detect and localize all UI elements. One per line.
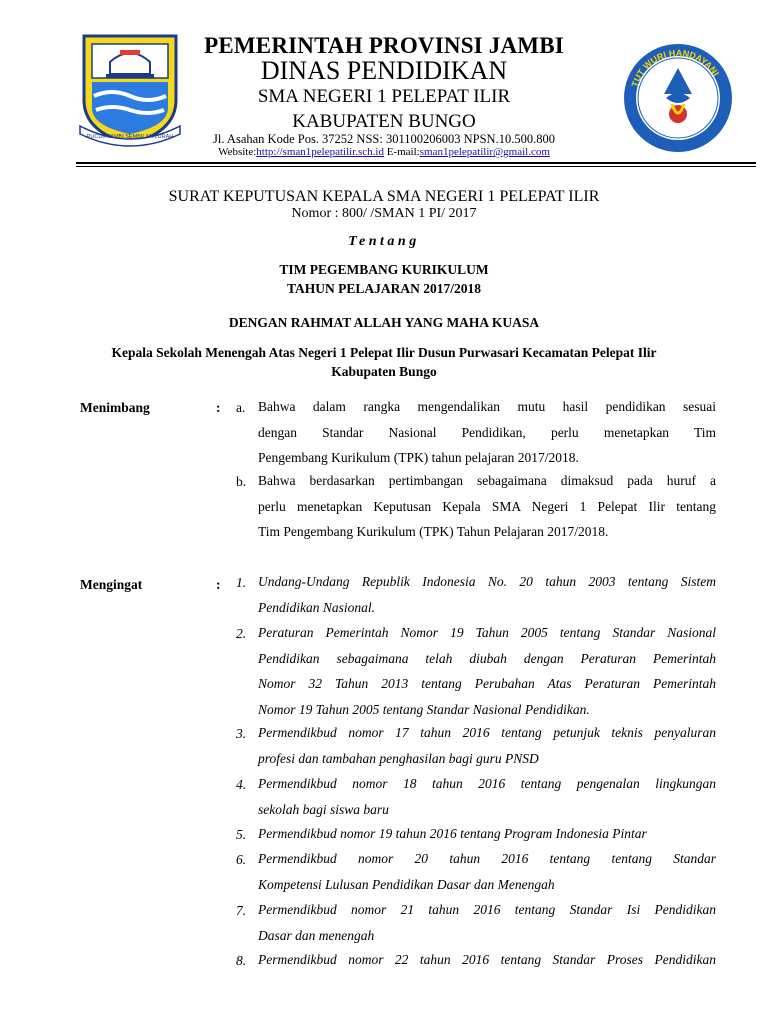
text-line: Pengembang Kurikulum (TPK) tahun pelajaran 2017/2018.: [258, 450, 579, 465]
emblem-motto: PUCUK JAMBI SEMBILAN LURAH: [86, 134, 174, 140]
decree-subject-year: TAHUN PELAJARAN 2017/2018: [286, 281, 481, 296]
text-line: Permendikbud nomor 19 tahun 2016 tentang Program Indonesia Pintar: [258, 826, 647, 841]
text-line: Kompetensi Lulusan Pendidikan Dasar dan Menengah: [258, 876, 555, 892]
mengingat-item-3-mark: 3.: [236, 726, 247, 741]
mengingat-item-6: [258, 846, 716, 897]
text-line: Nomor 19 Tahun 2005 tentang Standar Nasional Pendidikan.: [258, 701, 590, 717]
text-line: dengan Standar Nasional Pendidikan, perlu menetapkan Tim: [258, 424, 716, 440]
decree-title: SURAT KEPUTUSAN KEPALA SMA NEGERI 1 PELEPAT ILIR: [168, 188, 600, 205]
text-line: Permendikbud nomor 21 tahun 2016 tentang Standar Isi Pendidikan: [258, 902, 716, 917]
mengingat-item-8-mark: 8.: [236, 953, 247, 968]
menimbang-colon: :: [216, 400, 221, 415]
menimbang-item-b: [258, 468, 716, 545]
menimbang-item-a: [258, 394, 716, 471]
mengingat-item-8: [258, 947, 716, 973]
mengingat-item-7: [258, 897, 716, 948]
text-line: Permendikbud nomor 18 tahun 2016 tentang pengenalan lingkungan: [258, 776, 716, 791]
letterhead-rule-thin: [76, 166, 756, 167]
text-line: Permendikbud nomor 20 tahun 2016 tentang tentang Standar: [258, 851, 716, 866]
text-line: Bahwa berdasarkan pertimbangan sebagaimana dimaksud pada huruf a: [258, 473, 716, 488]
mengingat-item-4: [258, 771, 716, 822]
letterhead-department: DINAS PENDIDIKAN: [260, 56, 508, 85]
mengingat-item-1: [258, 569, 716, 620]
letterhead-regency: KABUPATEN BUNGO: [292, 111, 476, 132]
text-line: perlu menetapkan Keputusan Kepala SMA Negeri 1 Pelepat Ilir tentang: [258, 498, 716, 514]
mengingat-item-2: [258, 620, 716, 722]
menimbang-item-a-mark: a.: [236, 400, 246, 415]
mengingat-item-1-mark: 1.: [236, 575, 247, 590]
decree-number: Nomor : 800/ /SMAN 1 PI/ 2017: [291, 206, 477, 221]
text-line: Peraturan Pemerintah Nomor 19 Tahun 2005 tentang Standar Nasional: [258, 625, 716, 640]
mengingat-item-6-mark: 6.: [236, 852, 247, 867]
mengingat-item-3: [258, 720, 716, 771]
mengingat-item-7-mark: 7.: [236, 903, 247, 918]
mengingat-label: Mengingat: [80, 577, 143, 592]
decree-subject: TIM PEGEMBANG KURIKULUM: [279, 262, 489, 277]
letterhead-government: PEMERINTAH PROVINSI JAMBI: [204, 33, 564, 58]
text-line: sekolah bagi siswa baru: [258, 801, 389, 817]
mengingat-item-5-mark: 5.: [236, 827, 247, 842]
text-line: Permendikbud nomor 17 tahun 2016 tentang petunjuk teknis penyaluran: [258, 725, 716, 740]
text-line: Tim Pengembang Kurikulum (TPK) Tahun Pelajaran 2017/2018.: [258, 524, 609, 539]
decree-issuer-regency: Kabupaten Bungo: [331, 364, 437, 379]
mengingat-item-5: [258, 821, 716, 847]
letterhead-rule-thick: [76, 162, 756, 164]
text-line: Pendidikan sebagaimana telah diubah dengan Peraturan Pemerintah: [258, 650, 716, 666]
letterhead-contact: [0, 146, 768, 158]
menimbang-label: Menimbang: [80, 400, 150, 415]
mengingat-item-2-mark: 2.: [236, 626, 247, 641]
email-link[interactable]: sman1pelepatilir@gmail.com: [419, 146, 550, 158]
emblem-motto-right: TUT WURI HANDAYANI: [629, 47, 722, 89]
website-link[interactable]: http://sman1pelepatilir.sch.id: [256, 146, 384, 158]
text-line: Bahwa dalam rangka mengendalikan mutu hasil pendidikan sesuai: [258, 399, 716, 414]
decree-tentang: Tentang: [348, 234, 420, 249]
website-label: Website:: [218, 146, 257, 158]
letterhead-school: SMA NEGERI 1 PELEPAT ILIR: [257, 86, 511, 107]
letterhead-address: Jl. Asahan Kode Pos. 37252 NSS: 301100206003 NPSN.10.500.800: [213, 132, 555, 146]
text-line: Dasar dan menengah: [258, 927, 375, 943]
mengingat-item-4-mark: 4.: [236, 777, 247, 792]
decree-issuer: Kepala Sekolah Menengah Atas Negeri 1 Pelepat Ilir Dusun Purwasari Kecamatan Pelepat Ilir: [111, 345, 657, 360]
text-line: Permendikbud nomor 22 tahun 2016 tentang Standar Proses Pendidikan: [258, 952, 716, 967]
text-line: Nomor 32 Tahun 2013 tentang Perubahan Atas Peraturan Pemerintah: [258, 676, 716, 691]
mengingat-colon: :: [216, 577, 221, 592]
decree-invocation: DENGAN RAHMAT ALLAH YANG MAHA KUASA: [228, 315, 540, 330]
email-label: E-mail:: [383, 146, 420, 158]
menimbang-item-b-mark: b.: [236, 474, 247, 489]
text-line: Undang-Undang Republik Indonesia No. 20 tahun 2003 tentang Sistem: [258, 574, 716, 589]
text-line: Pendidikan Nasional.: [258, 599, 375, 615]
text-line: profesi dan tambahan penghasilan bagi guru PNSD: [258, 750, 539, 766]
